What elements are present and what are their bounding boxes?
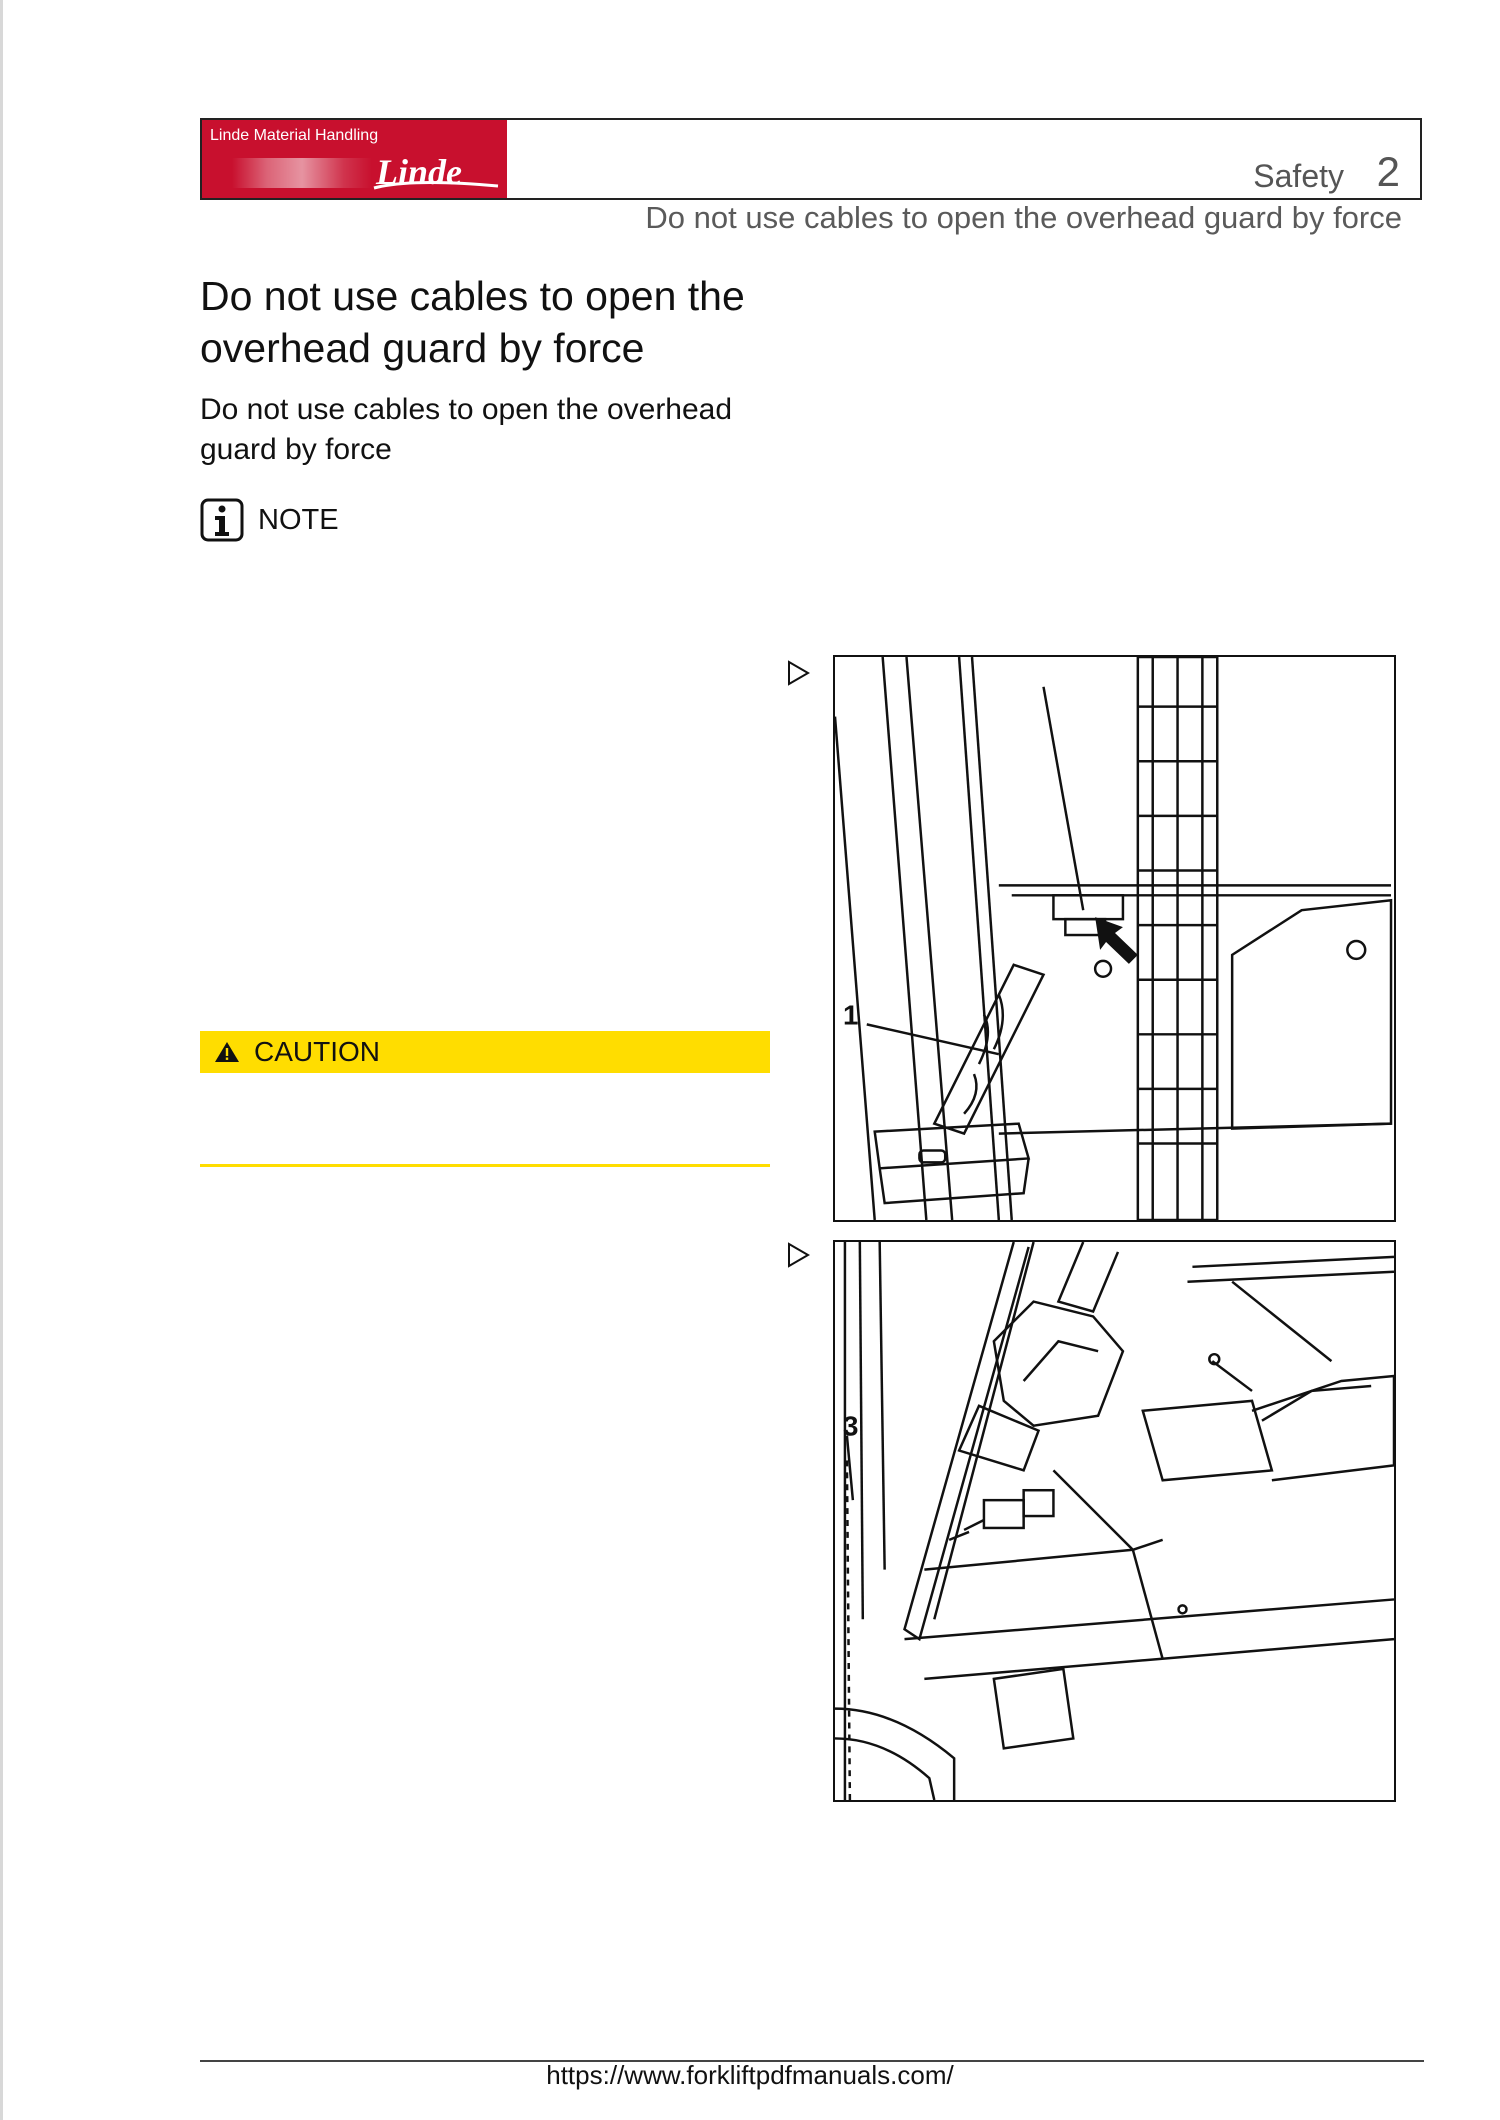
warning-triangle-icon <box>214 1040 240 1064</box>
linde-logo-icon <box>372 148 502 194</box>
brand-subtitle: Linde Material Handling <box>210 127 379 144</box>
footer-url-link[interactable]: https://www.forkliftpdfmanuals.com/ <box>546 2060 954 2090</box>
caution-banner <box>200 1031 770 1073</box>
caution-label: CAUTION <box>254 1036 380 1067</box>
page-header <box>200 118 1422 200</box>
info-icon <box>200 498 244 542</box>
callout-1: 1 <box>842 999 859 1031</box>
svg-text:Linde: Linde <box>376 152 462 192</box>
note-label: NOTE <box>258 503 339 536</box>
caution-end-rule <box>200 1164 770 1167</box>
brand-blur-decoration <box>232 158 372 188</box>
figure-truck-cab <box>833 1240 1396 1802</box>
page-title: Do not use cables to open the overhead guard by force <box>200 273 745 371</box>
page-edge <box>0 0 3 2120</box>
page-subtitle: Do not use cables to open the overhead guard by force <box>200 393 733 466</box>
callout-3: 3 <box>842 1410 859 1442</box>
figure-2-illustration <box>835 1242 1394 1800</box>
figure-1-illustration <box>835 657 1394 1220</box>
section-number: 2 <box>1376 148 1400 195</box>
figure-pointer-icon <box>787 660 811 686</box>
figure-overhead-guard-lever <box>833 655 1396 1222</box>
section-title: Safety <box>1253 158 1344 194</box>
running-title: Do not use cables to open the overhead guard by force <box>645 200 1402 235</box>
brand-block <box>202 120 507 198</box>
note-heading <box>200 496 339 544</box>
figure-pointer-icon <box>787 1242 811 1268</box>
